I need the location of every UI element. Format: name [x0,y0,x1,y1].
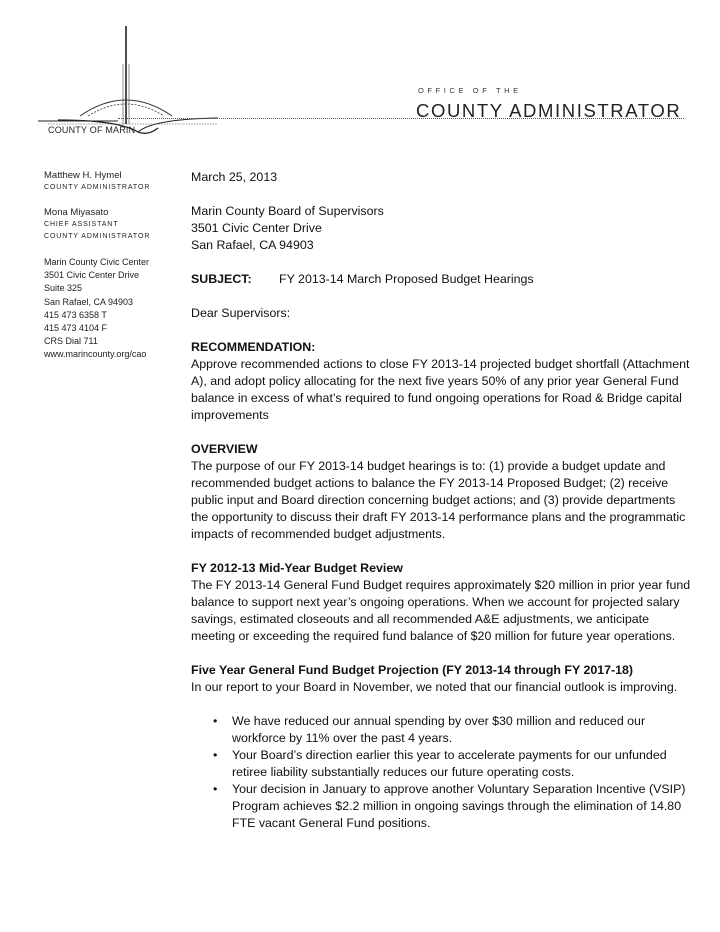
letter-date: March 25, 2013 [191,170,278,184]
bullet-icon: • [213,748,218,762]
recommendation-text: Approve recommended actions to close FY 2013-14 projected budget shortfall (Attachment A), and adopt policy allocating for the next five years 50% of any prior year General Fund balance in excess of what’s required to fund ongoing operations for Road & Bridge capital improvements [191,357,690,422]
subject-label: SUBJECT: [191,272,252,286]
staff-name: Mona Miyasato [44,207,109,218]
phone-line: 415 473 6358 T [44,309,107,320]
staff-title: COUNTY ADMINISTRATOR [44,184,151,191]
crs-line: CRS Dial 711 [44,336,98,347]
letter-body [191,169,691,832]
office-of-label: OFFICE OF THE [418,86,522,95]
staff-name: Matthew H. Hymel [44,170,122,181]
recipient-line: San Rafael, CA 94903 [191,238,314,252]
projection-text: In our report to your Board in November, we noted that our financial outlook is improving. [191,680,678,694]
bullet-icon: • [213,782,218,796]
overview-heading: OVERVIEW [191,442,258,456]
website-link[interactable]: www.marincounty.org/cao [44,349,147,360]
projection-heading: Five Year General Fund Budget Projection (FY 2013-14 through FY 2017-18) [191,663,634,677]
staff-entry [44,170,184,194]
salutation: Dear Supervisors: [191,306,291,320]
bullet-icon: • [213,714,218,728]
address-line: Suite 325 [44,283,83,294]
staff-entry [44,207,184,243]
address-line: San Rafael, CA 94903 [44,296,134,307]
list-item: • Your decision in January to approve another Voluntary Separation Incentive (VSIP) Program achieves $2.2 million in ongoing savings through the elimination of 14.80 FTE vacant General Fund positions. [213,782,686,830]
recipient-line: Marin County Board of Supervisors [191,204,384,218]
subject-text: FY 2013-14 March Proposed Budget Hearings [279,272,534,286]
bullet-list [191,713,691,832]
subject-row [191,271,691,288]
address-line: 3501 Civic Center Drive [44,270,140,281]
sidebar [44,170,184,362]
staff-title: CHIEF ASSISTANT [44,221,119,228]
midyear-heading: FY 2012-13 Mid-Year Budget Review [191,561,403,575]
office-address [44,256,184,362]
recipient-line: 3501 Civic Center Drive [191,221,322,235]
recommendation-heading: RECOMMENDATION: [191,340,316,354]
address-line: Marin County Civic Center [44,257,150,267]
list-item: • Your Board’s direction earlier this year to accelerate payments for our unfunded retiree liability substantially reduces our future operating costs. [213,748,667,779]
overview-text: The purpose of our FY 2013-14 budget hearings is to: (1) provide a budget update and recommended budget actions to balance the FY 2013-14 Proposed Budget; (2) receive public input and Board direction concerning budget actions; and (3) provide departments the opportunity to discuss their draft FY 2013-14 performance plans and the programmatic impacts of recommended budget adjustments. [191,459,686,541]
logo-label: COUNTY OF MARIN [48,125,136,135]
department-title: COUNTY ADMINISTRATOR [416,100,682,121]
staff-title: COUNTY ADMINISTRATOR [44,233,151,240]
midyear-text: The FY 2013-14 General Fund Budget requires approximately $20 million in prior year fund balance to support next year’s ongoing operations. When we account for projected salary savings, estimated closeouts and all recommended A&E adjustments, we anticipate meeting or exceeding the required fund balance of $20 million for future year operations. [191,578,691,643]
fax-line: 415 473 4104 F [44,323,108,334]
list-item: • We have reduced our annual spending by over $30 million and reduced our workforce by 11% over the past 4 years. [213,714,646,745]
